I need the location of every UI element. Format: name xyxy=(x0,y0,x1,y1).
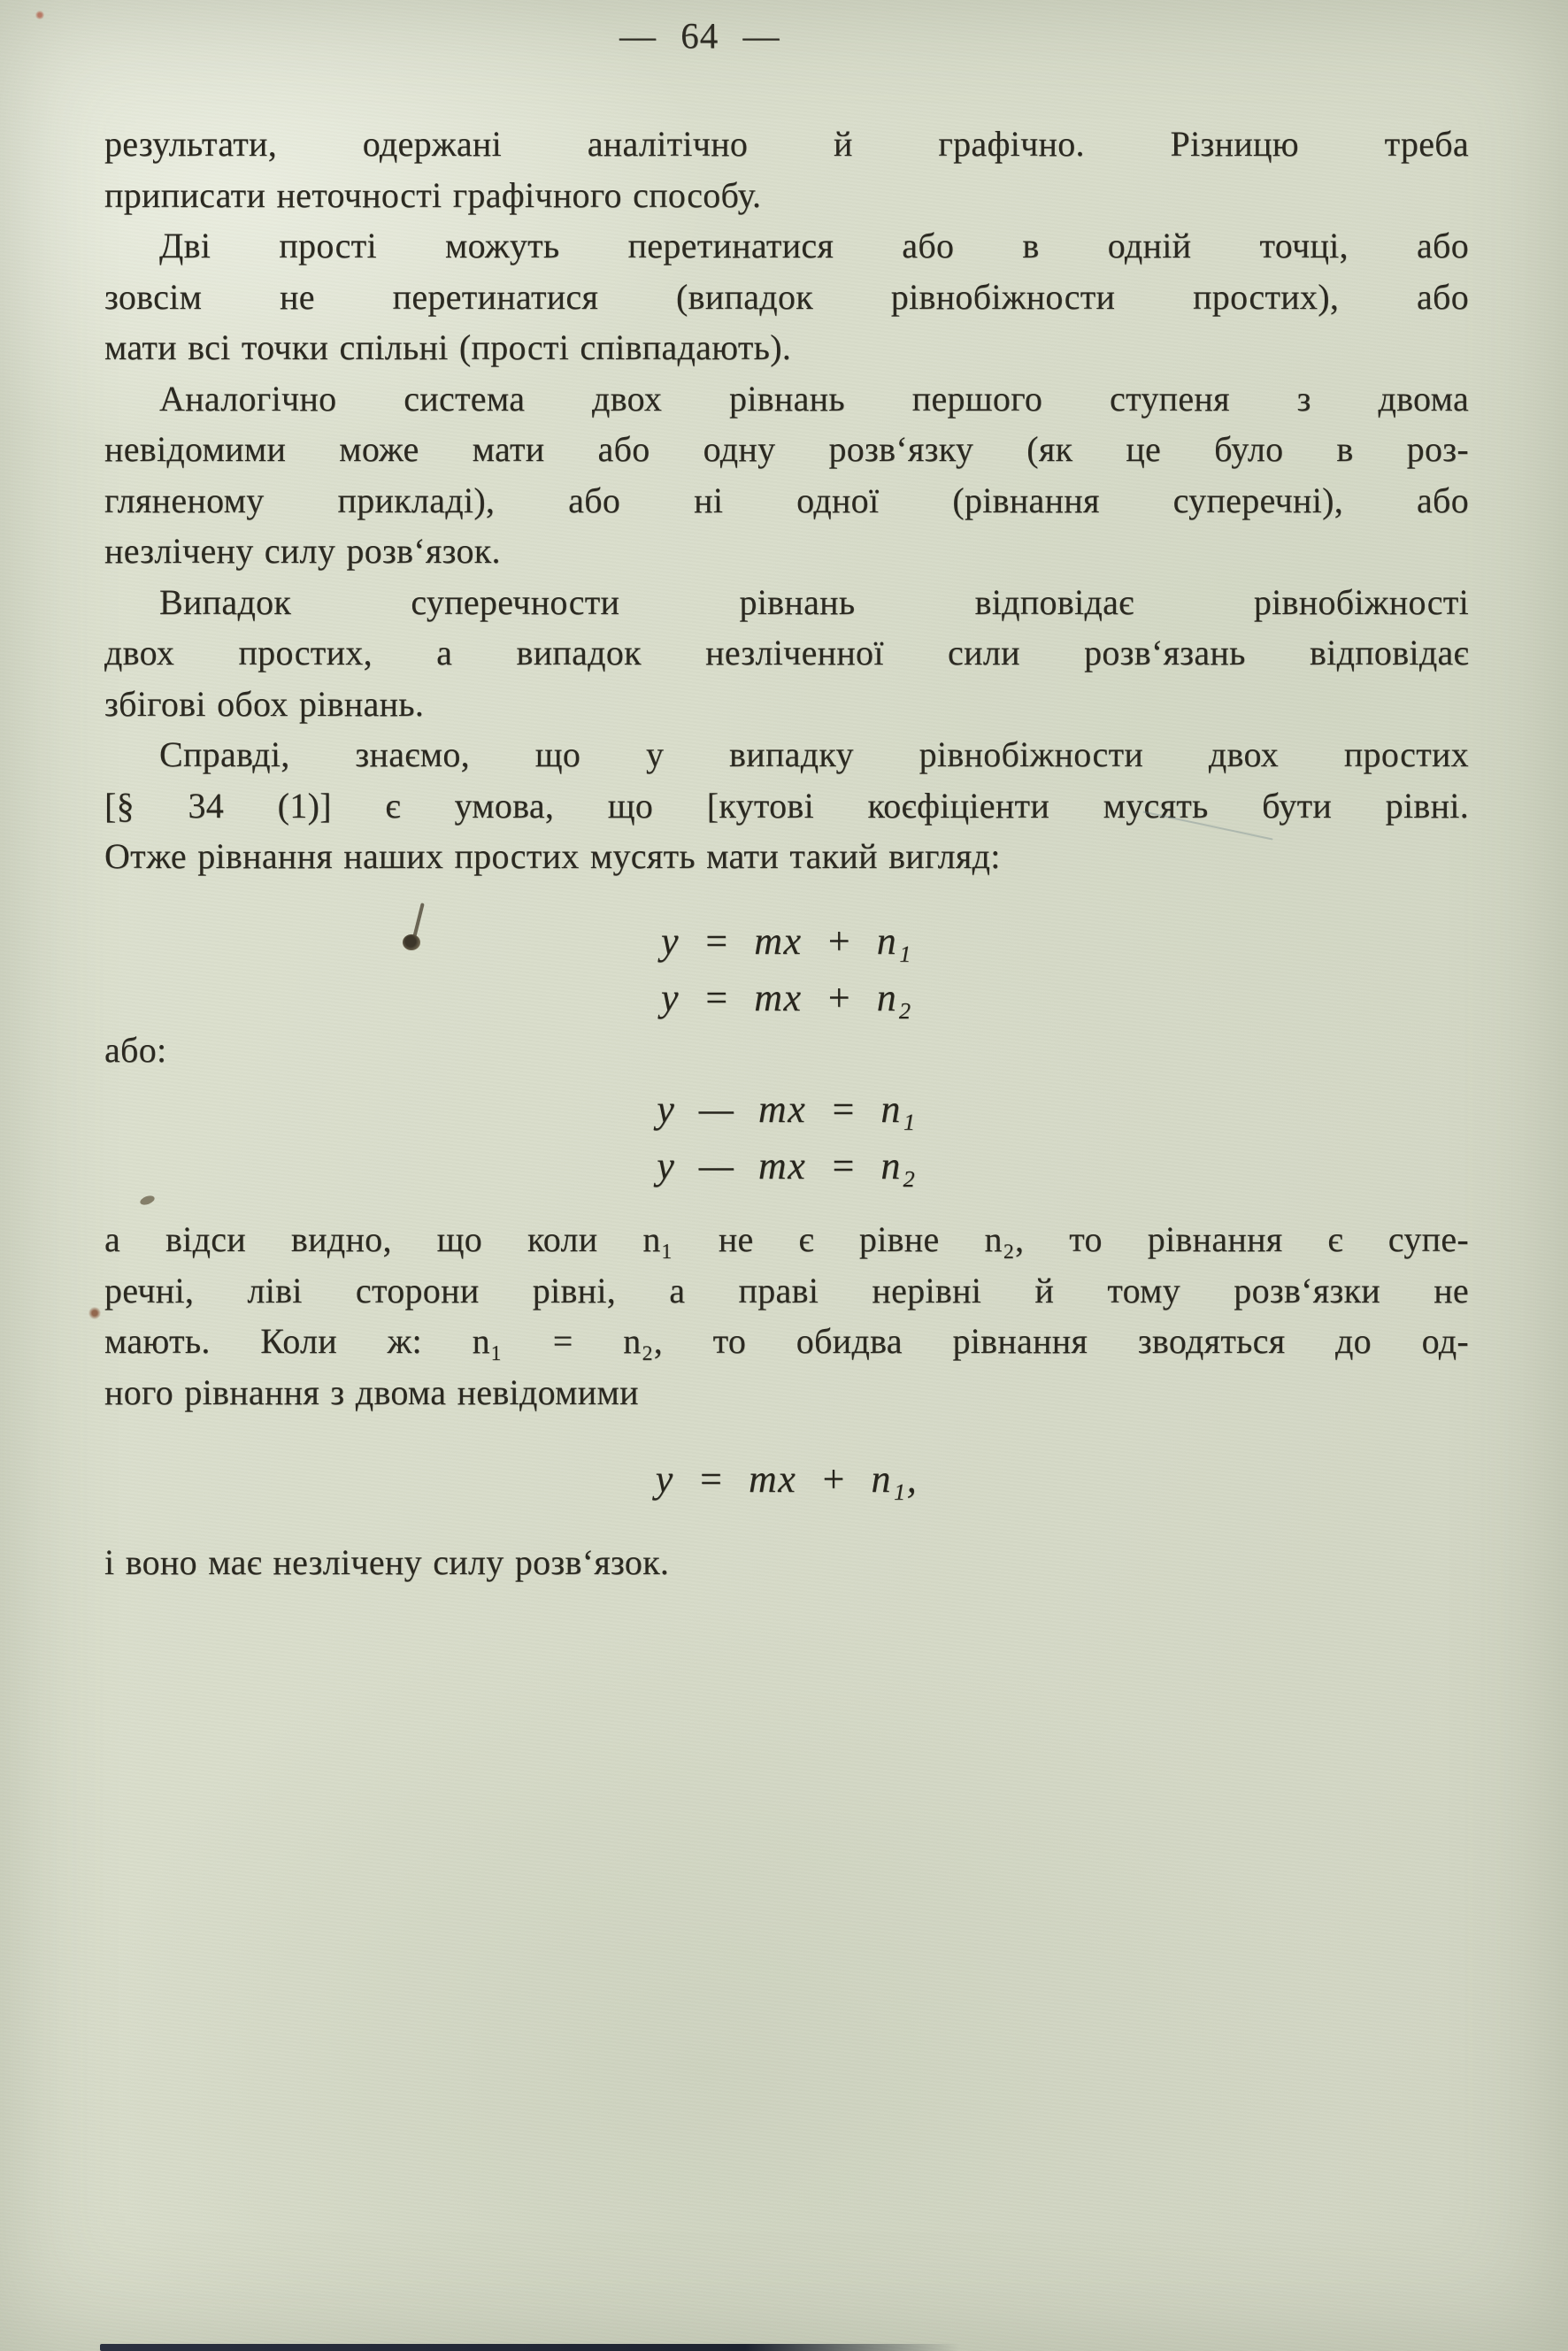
connector-text: або: xyxy=(104,1030,167,1070)
speck-artifact xyxy=(35,11,44,19)
page-number: — 64 — xyxy=(619,15,780,56)
text-line: приписати неточності графічного способу. xyxy=(104,174,762,215)
text-line: Випадок суперечности рівнань відповідає рівнобіжності xyxy=(159,581,1469,622)
main-text-block xyxy=(104,119,1469,882)
equation-line: y — mx = n₂ xyxy=(657,1144,917,1187)
smudge-artifact xyxy=(139,1194,156,1206)
text-line: збігові обох рівнань. xyxy=(104,683,425,724)
speck-artifact xyxy=(88,1307,101,1319)
equation-line: y = mx + n₁ xyxy=(660,919,912,963)
ink-blot-artifact xyxy=(403,934,420,950)
text-line: а відси видно, що коли n₁ не є рівне n₂, то рівнання є супе- xyxy=(104,1219,1469,1259)
text-line: гляненому прикладі), або ні одної (рівнання суперечні), або xyxy=(104,480,1469,520)
text-block-after-equations xyxy=(104,1214,1469,1418)
text-line: мати всі точки спільні (прості співпадають). xyxy=(104,327,792,367)
text-line: і воно має незлічену силу розв‘язок. xyxy=(104,1542,670,1582)
equation-line: y = mx + n₁, xyxy=(655,1457,919,1501)
text-line: Дві прості можуть перетинатися або в одній точці, або xyxy=(159,226,1469,265)
text-line: результати, одержані аналітічно й графічно. Різницю треба xyxy=(104,124,1469,164)
scan-edge-artifact xyxy=(100,2344,960,2351)
text-line: зовсім не перетинатися (випадок рівнобіжности простих), або xyxy=(104,276,1469,317)
equation-group-1 xyxy=(104,913,1469,1026)
text-line: Отже рівнання наших простих мусять мати такий вигляд: xyxy=(104,836,1001,876)
text-line: [§ 34 (1)] є умова, що [кутові коєфіціенти мусять бути рівні. xyxy=(104,785,1469,826)
text-line: Аналогічно система двох рівнань першого ступеня з двома xyxy=(159,378,1469,419)
closing-text-block xyxy=(104,1537,1469,1588)
text-line: невідомими може мати або одну розв‘язку (як це було в роз- xyxy=(104,429,1469,469)
text-line: незлічену силу розв‘язок. xyxy=(104,531,501,571)
equation-line: y — mx = n₁ xyxy=(657,1087,917,1131)
text-line: ного рівнання з двома невідомими xyxy=(104,1371,639,1412)
text-line: Справді, знаємо, що у випадку рівнобіжности двох простих xyxy=(159,734,1469,774)
equation-group-2 xyxy=(104,1081,1469,1195)
text-line: речні, ліві сторони рівні, а праві нерівні й тому розв‘язки не xyxy=(104,1270,1469,1310)
equation-single xyxy=(104,1451,1469,1508)
text-line: мають. Коли ж: n₁ = n₂, то обидва рівнання зводяться до од- xyxy=(104,1321,1469,1361)
text-line: двох простих, а випадок незліченної сили розв‘язань відповідає xyxy=(104,633,1469,672)
equation-line: y = mx + n₂ xyxy=(660,976,912,1019)
